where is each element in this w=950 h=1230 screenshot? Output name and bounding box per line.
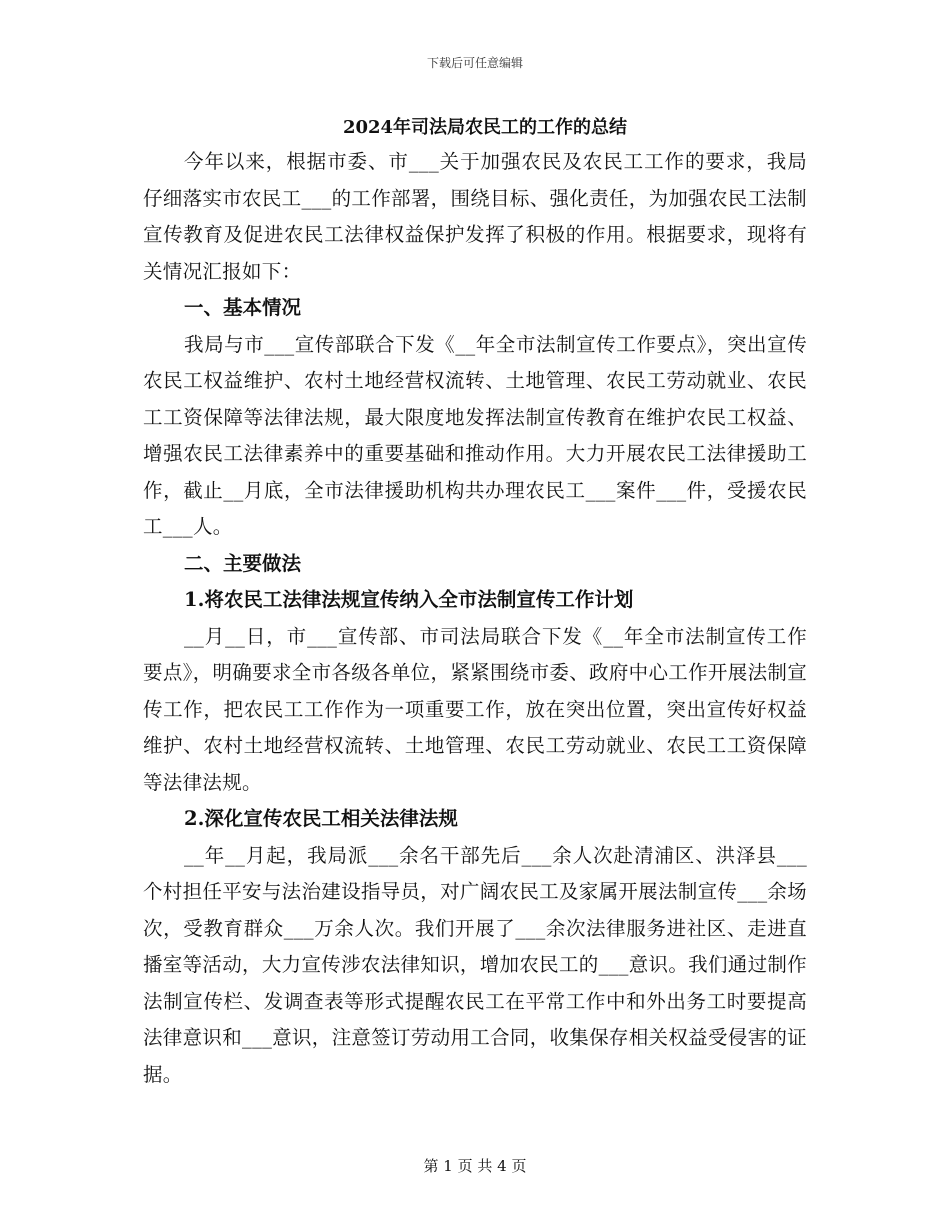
document-body [143,114,807,1093]
section-1-heading: 一、基本情况 [184,296,302,319]
header-note: 下载后可任意编辑 [426,56,523,70]
subsection-2-paragraph: __年__月起，我局派___余名干部先后___余人次赴清浦区、洪泽县___个村担任平安与法治建设指导员，对广阔农民工及家属开展法制宣传___余场次，受教育群众___万余人次。我们开展了___余次法律服务进社区、走进直播室等活动，大力宣传涉农法律知识，增加农民工的___意识。我们通过制作法制宣传栏、发调查表等形式提醒农民工在平常工作中和外出务工时要提高法律意识和___意识，注意签订劳动用工合同，收集保存相关权益受侵害的证据。 [143,843,807,1086]
subsection-2-heading: 2.深化宣传农民工相关法律法规 [184,807,458,830]
document-title: 2024年司法局农民工的工作的总结 [342,117,628,138]
subsection-1-paragraph: __月__日，市___宣传部、市司法局联合下发《__年全市法制宣传工作要点》，明确要求全市各级各单位，紧紧围绕市委、政府中心工作开展法制宣传工作，把农民工工作作为一项重要工作，放在突出位置，突出宣传好权益维护、农村土地经营权流转、土地管理、农民工劳动就业、农民工工资保障等法律法规。 [143,624,807,794]
section-1-paragraph: 我局与市___宣传部联合下发《__年全市法制宣传工作要点》，突出宣传农民工权益维护、农村土地经营权流转、土地管理、农民工劳动就业、农民工工资保障等法律法规，最大限度地发挥法制宣传教育在维护农民工权益、增强农民工法律素养中的重要基础和推动作用。大力开展农民工法律援助工作，截止__月底，全市法律援助机构共办理农民工___案件___件，受援农民工___人。 [143,332,807,538]
page-number: 第 1 页 共 4 页 [423,1157,527,1175]
subsection-1-heading: 1.将农民工法律法规宣传纳入全市法制宣传工作计划 [184,588,634,611]
section-2-heading: 二、主要做法 [184,551,302,575]
intro-paragraph: 今年以来，根据市委、市___关于加强农民及农民工工作的要求，我局仔细落实市农民工___的工作部署，围绕目标、强化责任，为加强农民工法制宣传教育及促进农民工法律权益保护发挥了积极的作用。根据要求，现将有关情况汇报如下： [143,150,807,283]
